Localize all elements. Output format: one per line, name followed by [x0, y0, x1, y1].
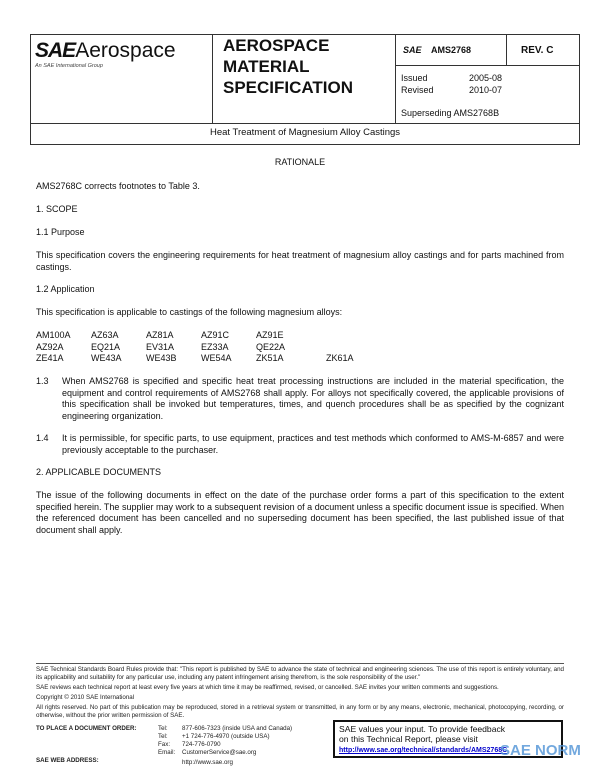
contact-value: http://www.sae.org: [182, 759, 233, 766]
alloy-item: WE43A: [91, 353, 122, 363]
alloy-item: WE43B: [146, 353, 177, 363]
alloy-item: ZK51A: [256, 353, 284, 363]
doc-number: AMS2768: [431, 45, 472, 55]
section-1-3-text: When AMS2768 is specified and specific heat treat processing instructions are included in the material specification, the equipment and control requirements of AMS2768 shall apply. For alloys not specifically covered, the applicable provisions of this specification shall be invoked but temperatures, times, and quench procedures shall be as specified by the cognizant engineering organization.: [62, 376, 564, 421]
contact-row: [158, 759, 292, 767]
contact-label: Fax:: [158, 741, 171, 748]
dates: Issued 2005-08 Revised 2010-07: [401, 73, 503, 95]
section-2-text: The issue of the following documents in effect on the date of the purchase order forms a part of this specification to the extent specified herein. The supplier may work to a subsequent revision of a document unless a specific document issue is specified. When the referenced document has been cancelled and no superseding document has been specified, the last published issue of that document shall apply.: [36, 490, 564, 535]
alloy-item: [326, 342, 376, 354]
document-type-title: AEROSPACE MATERIAL SPECIFICATION: [223, 36, 354, 97]
sae-norm-watermark: SAE NORM: [500, 742, 581, 759]
contact-list: [158, 725, 292, 767]
alloy-item: ZE41A: [36, 353, 64, 363]
alloy-item: AZ92A: [36, 341, 64, 352]
alloy-item: AZ91C: [201, 330, 230, 340]
contact-value: CustomerService@sae.org: [182, 749, 257, 756]
contact-row: [158, 725, 292, 733]
rationale-heading: RATIONALE: [274, 157, 326, 167]
alloy-item: AZ91E: [256, 330, 284, 340]
alloy-item: WE54A: [201, 353, 232, 363]
contact-value: 724-776-0790: [182, 741, 221, 748]
section-1-4-text: It is permissible, for specific parts, to use equipment, practices and test methods which conformed to AMS-M-6857 and were previously acceptable to the purchaser.: [62, 433, 564, 455]
contact-label: Tel:: [158, 733, 168, 740]
alloy-item: EQ21A: [91, 341, 121, 352]
header-box: [30, 34, 580, 145]
rationale-text: AMS2768C corrects footnotes to Table 3.: [36, 181, 200, 191]
alloy-list: [36, 330, 376, 365]
contact-row: [158, 733, 292, 741]
contact-value: 877-606-7323 (inside USA and Canada): [182, 725, 293, 732]
contact-row: [158, 749, 292, 757]
section-2-heading: 2. APPLICABLE DOCUMENTS: [36, 467, 162, 477]
section-1-2-text: This specification is applicable to castings of the following magnesium alloys:: [36, 307, 343, 317]
alloy-item: ZK61A: [326, 353, 354, 363]
feedback-box: SAE values your input. To provide feedback on this Technical Report, please visit http://www.sae.org/technical/standards/AMS2768C: [333, 720, 563, 758]
section-1-2-heading: 1.2 Application: [36, 284, 95, 294]
alloy-item: EV31A: [146, 341, 175, 352]
feedback-link[interactable]: http://www.sae.org/technical/standards/AMS2768C: [339, 747, 508, 754]
sae-mark: SAE: [403, 45, 422, 55]
document-title: Heat Treatment of Magnesium Alloy Castings: [209, 127, 401, 138]
order-label: TO PLACE A DOCUMENT ORDER:: [36, 725, 137, 732]
section-1-4-number: 1.4: [36, 433, 49, 443]
alloy-item: EZ33A: [201, 341, 229, 352]
alloy-item: AZ63A: [91, 330, 119, 340]
section-1-3-number: 1.3: [36, 376, 49, 386]
contact-label: Tel:: [158, 725, 168, 732]
superseding: Superseding AMS2768B: [401, 108, 500, 118]
section-1-heading: 1. SCOPE: [36, 204, 78, 214]
contact-value: +1 724-776-4970 (outside USA): [182, 733, 270, 740]
alloy-item: AM100A: [36, 330, 71, 340]
section-1-1-text: This specification covers the engineering requirements for heat treatment of magnesium alloy castings and for parts machined from castings.: [36, 250, 564, 272]
sae-aerospace-logo: SAEAerospace: [35, 39, 176, 62]
logo-tagline: An SAE International Group: [35, 63, 103, 69]
section-1-1-heading: 1.1 Purpose: [36, 227, 85, 237]
footer-notices: SAE Technical Standards Board Rules provide that: "This report is published by SAE to advance the state of technical and engineering sciences. The use of this report is entirely voluntary, and its applicability and suitability for any particular use, including any patent infringement arising therefrom, is the sole responsibility of the user." SAE reviews each technical report at least every five years at which time it may be reaffirmed, revised, or cancelled. SAE invites your written comments and suggestions. Copyright © 2010 SAE International All rights reserved. No part of this publication may be reproduced, stored in a retrieval system or transmitted, in any form or by any means, electronic, mechanical, photocopying, recording, or otherwise, without the prior written permission of SAE.: [36, 666, 564, 719]
alloy-item: [326, 330, 376, 342]
revision: REV. C: [521, 45, 554, 56]
web-label: SAE WEB ADDRESS:: [36, 757, 99, 764]
contact-label: Email:: [158, 749, 176, 756]
contact-row: [158, 741, 292, 749]
alloy-item: AZ81A: [146, 330, 174, 340]
alloy-item: QE22A: [256, 341, 286, 352]
